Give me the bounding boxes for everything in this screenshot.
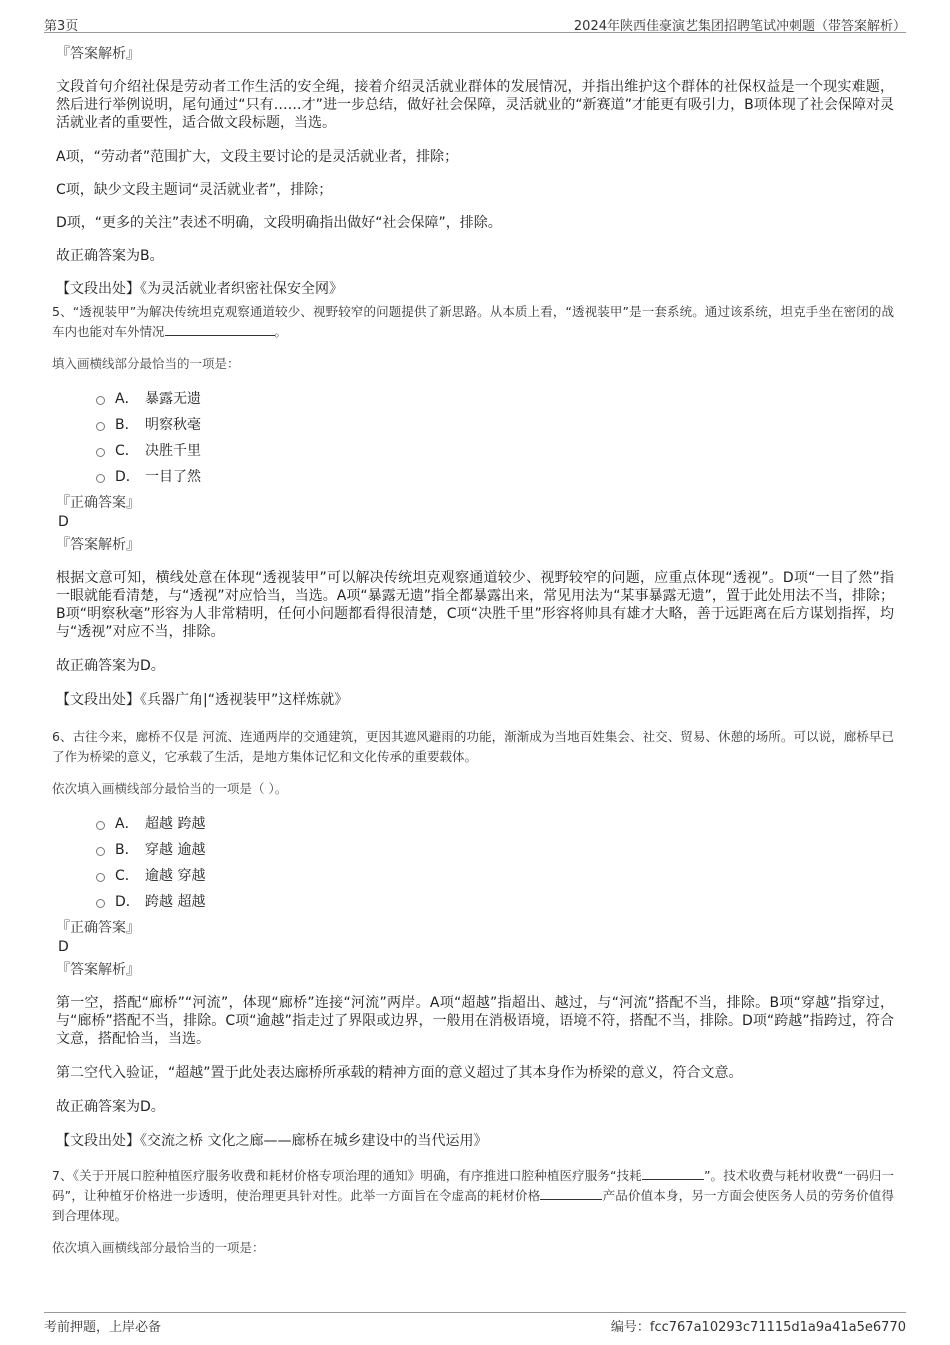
q4-source: 【文段出处】《为灵活就业者织密社保安全网》 (56, 281, 343, 297)
document-title: 2024年陕西佳豪演艺集团招聘笔试冲刺题（带答案解析） (573, 19, 906, 34)
q5-option-d[interactable]: D． 一目了然 (96, 463, 894, 489)
page-header (44, 12, 906, 33)
q5-option-c[interactable]: C． 决胜千里 (96, 437, 894, 463)
q6-conclusion: 故正确答案为D。 (56, 1099, 165, 1115)
q6-analysis-2: 第二空代入验证，“超越”置于此处表达廊桥所承载的精神方面的意义超过了其本身作为桥梁的意义，符合文意。 (56, 1065, 743, 1081)
q4-note-d: D项，“更多的关注”表述不明确，文段明确指出做好“社会保障”，排除。 (56, 215, 502, 231)
radio-icon[interactable] (96, 474, 105, 483)
q6-analysis: 第一空，搭配“廊桥”“河流”，体现“廊桥”连接“河流”两岸。A项“超越”指超出、越过，与“河流”搭配不当，排除。B项“穿越”指穿过，与“廊桥”搭配不当，排除。C项“逾越”指走过了界限或边界，一般用在消极语境，语境不符，搭配不当，排除。D项“跨越”指跨过，符合文意，搭配恰当，当选。 (56, 995, 894, 1047)
radio-icon[interactable] (96, 821, 105, 830)
q7-blank-2 (540, 1187, 602, 1200)
q6-prompt: 依次填入画横线部分最恰当的一项是（ ）。 (52, 781, 288, 796)
document-code: fcc767a10293c71115d1a9a41a5e6770 (649, 1320, 906, 1335)
q7-blank-1 (642, 1167, 704, 1180)
page-footer (44, 1312, 906, 1335)
q5-options (96, 385, 894, 489)
q5-source: 【文段出处】《兵器广角|“透视装甲”这样炼就》 (56, 692, 349, 708)
q6-option-d[interactable]: D． 跨越 超越 (96, 888, 894, 914)
page-number: 第3页 (44, 19, 79, 34)
q6-option-a[interactable]: A． 超越 跨越 (96, 810, 894, 836)
q4-conclusion: 故正确答案为B。 (56, 248, 164, 264)
radio-icon[interactable] (96, 396, 105, 405)
q7-prompt: 依次填入画横线部分最恰当的一项是： (52, 1240, 265, 1255)
q7-stem: 7、《关于开展口腔种植医疗服务收费和耗材价格专项治理的通知》明确，有序推进口腔种植医疗服务“技耗 ”。技术收费与耗材收费“一码归一码”，让种植牙价格进一步透明，使治理更具针对性。此举一方面旨在令虚高的耗材价格 产品价值本身，另一方面会使医务人员的劳务价值得到合理体现。 (52, 1168, 894, 1223)
q4-note-a: A项，“劳动者”范围扩大，文段主要讨论的是灵活就业者，排除； (56, 149, 459, 165)
q5-analysis-label: 『答案解析』 (56, 537, 140, 553)
q4-note-c: C项，缺少文段主题词“灵活就业者”，排除； (56, 182, 333, 198)
q4-analysis-label: 『答案解析』 (56, 46, 140, 62)
q5-correct-label: 『正确答案』 (56, 495, 140, 511)
q5-option-b[interactable]: B． 明察秋毫 (96, 411, 894, 437)
q6-analysis-label: 『答案解析』 (56, 962, 140, 978)
q6-stem: 6、古往今来，廊桥不仅是 河流、连通两岸的交通建筑，更因其遮风避雨的功能，渐渐成为当地百姓集会、社交、贸易、休憩的场所。可以说，廊桥早已 了作为桥梁的意义，它承载了生活，是地方集体记忆和文化传承的重要载体。 (52, 729, 894, 764)
radio-icon[interactable] (96, 847, 105, 856)
q4-analysis: 文段首句介绍社保是劳动者工作生活的安全绳，接着介绍灵活就业群体的发展情况，并指出维护这个群体的社保权益是一个现实难题，然后进行举例说明，尾句通过“只有……才”进一步总结，做好社会保障，灵活就业的“新赛道”才能更有吸引力，B项体现了社会保障对灵活就业者的重要性，适合做文段标题，当选。 (56, 79, 894, 131)
q6-option-c[interactable]: C． 逾越 穿越 (96, 862, 894, 888)
q5-prompt: 填入画横线部分最恰当的一项是： (52, 356, 240, 371)
q6-option-b[interactable]: B． 穿越 逾越 (96, 836, 894, 862)
q5-blank (165, 323, 275, 336)
footer-slogan: 考前押题，上岸必备 (44, 1320, 162, 1335)
q6-options (96, 810, 894, 914)
q5-conclusion: 故正确答案为D。 (56, 658, 165, 674)
q5-correct-answer: D (58, 514, 69, 530)
radio-icon[interactable] (96, 873, 105, 882)
q5-stem-end: 。 (274, 324, 288, 339)
q5-analysis: 根据文意可知，横线处意在体现“透视装甲”可以解决传统坦克观察通道较少、视野较窄的问题，应重点体现“透视”。D项“一目了然”指一眼就能看清楚，与“透视”对应恰当，当选。A项“暴露无遗”指全都暴露出来，常见用法为“某事暴露无遗”，置于此处用法不当，排除；B项“明察秋毫”形容为人非常精明，任何小问题都看得很清楚，C项“决胜千里”形容将帅具有雄才大略，善于远距离在后方谋划指挥，均与“透视”对应不当，排除。 (56, 570, 894, 640)
radio-icon[interactable] (96, 448, 105, 457)
q5-option-a[interactable]: A． 暴露无遗 (96, 385, 894, 411)
radio-icon[interactable] (96, 422, 105, 431)
q6-correct-label: 『正确答案』 (56, 920, 140, 936)
q6-source: 【文段出处】《交流之桥 文化之廊——廊桥在城乡建设中的当代运用》 (56, 1133, 488, 1149)
q5-stem (52, 302, 894, 342)
radio-icon[interactable] (96, 899, 105, 908)
page-content (52, 44, 894, 1257)
q6-correct-answer: D (58, 939, 69, 955)
footer-code: 编号：fcc767a10293c71115d1a9a41a5e6770 (610, 1320, 906, 1335)
q5-stem-text: 5、“透视装甲”为解决传统坦克观察通道较少、视野较窄的问题提供了新思路。从本质上看，“透视装甲”是一套系统。通过该系统，坦克手坐在密闭的战车内也能对车外情况 (52, 304, 894, 339)
